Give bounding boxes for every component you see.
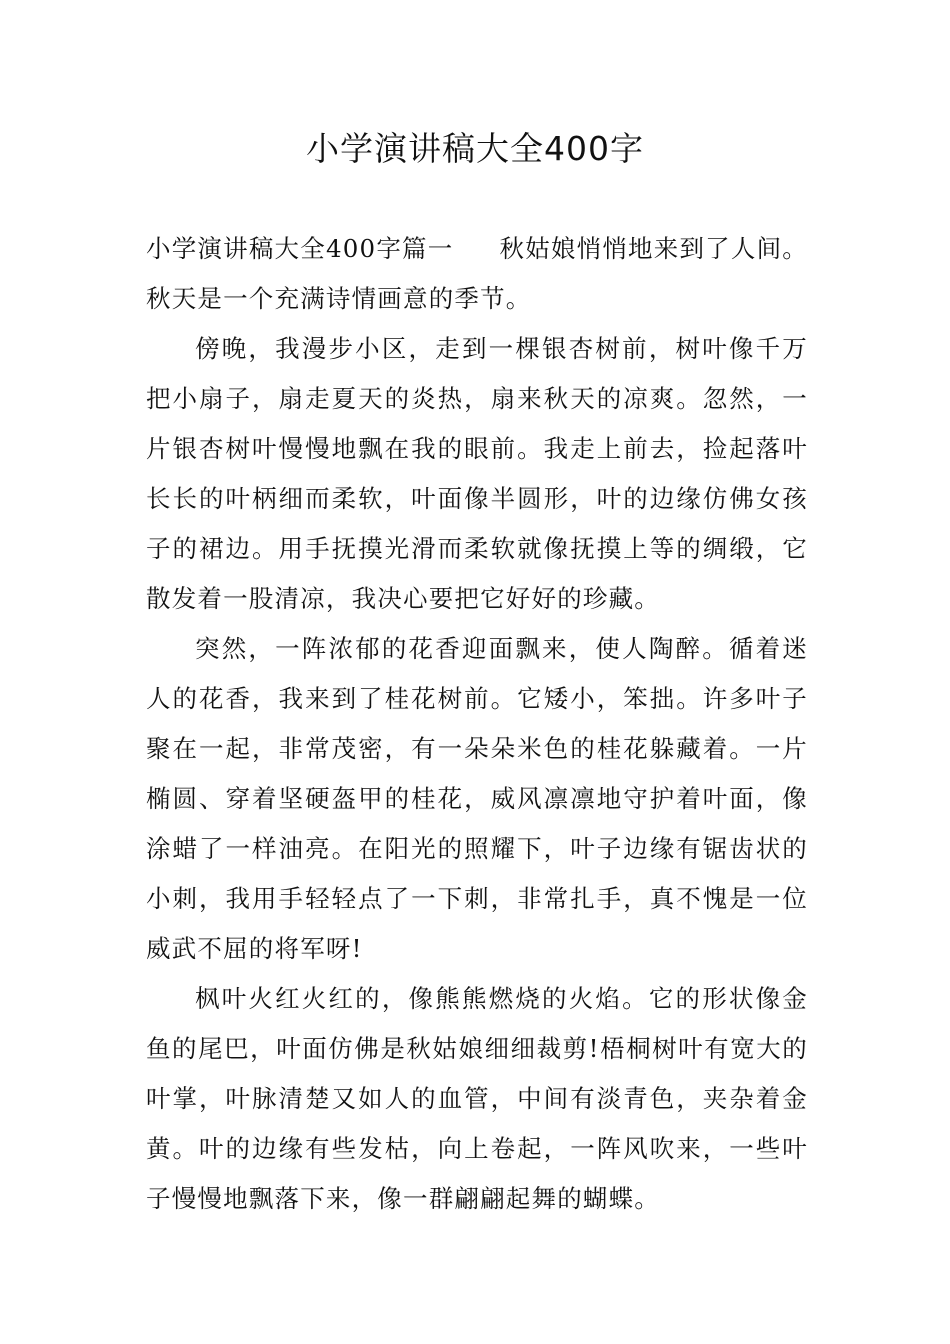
section-heading: 小学演讲稿大全400字篇一 (146, 234, 454, 263)
paragraph-osmanthus: 突然，一阵浓郁的花香迎面飘来，使人陶醉。循着迷人的花香，我来到了桂花树前。它矮小，笨拙。许多叶子聚在一起，非常茂密，有一朵朵米色的桂花躲藏着。一片椭圆、穿着坚硬盔甲的桂花，威风凛凛地守护着叶面，像涂蜡了一样油亮。在阳光的照耀下，叶子边缘有锯齿状的小刺，我用手轻轻点了一下刺，非常扎手，真不愧是一位威武不屈的将军呀! (146, 634, 808, 963)
document-title: 小学演讲稿大全400字 (306, 129, 644, 168)
paragraph-ginkgo: 傍晚，我漫步小区，走到一棵银杏树前，树叶像千万把小扇子，扇走夏天的炎热，扇来秋天的凉爽。忽然，一片银杏树叶慢慢地飘在我的眼前。我走上前去，捡起落叶长长的叶柄细而柔软，叶面像半圆形，叶的边缘仿佛女孩子的裙边。用手抚摸光滑而柔软就像抚摸上等的绸缎，它散发着一股清凉，我决心要把它好好的珍藏。 (146, 334, 808, 613)
paragraph-intro (146, 224, 808, 324)
paragraph-text: 秋姑娘悄悄地来到了人间。秋天是一个充满诗情画意的季节。 (146, 234, 808, 313)
paragraph-maple: 枫叶火红火红的，像熊熊燃烧的火焰。它的形状像金鱼的尾巴，叶面仿佛是秋姑娘细细裁剪!梧桐树叶有宽大的叶掌，叶脉清楚又如人的血管，中间有淡青色，夹杂着金黄。叶的边缘有些发枯，向上卷起，一阵风吹来，一些叶子慢慢地飘落下来，像一群翩翩起舞的蝴蝶。 (146, 984, 808, 1213)
document-body (146, 224, 808, 1224)
